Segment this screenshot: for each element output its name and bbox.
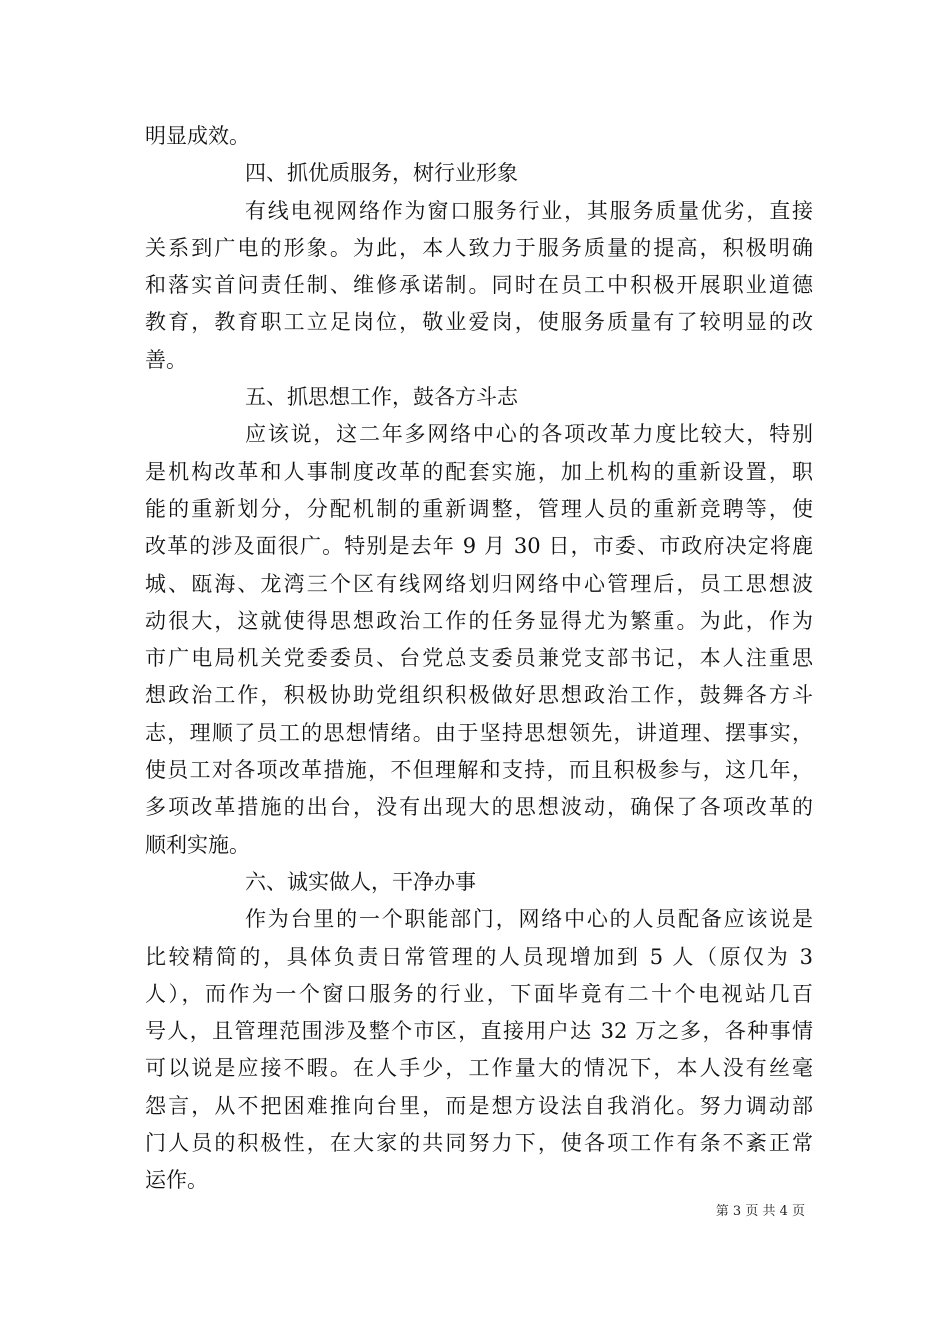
text-line: 改革的涉及面很广。特别是去年 9 月 30 日，市委、市政府决定将鹿 bbox=[145, 534, 813, 559]
text-line: 作为台里的一个职能部门，网络中心的人员配备应该说是 bbox=[245, 907, 813, 932]
section-heading-5: 五、抓思想工作，鼓各方斗志 bbox=[245, 385, 518, 410]
text-line: 可以说是应接不暇。在人手少，工作量大的情况下，本人没有丝毫 bbox=[145, 1056, 813, 1081]
text-line: 能的重新划分，分配机制的重新调整，管理人员的重新竞聘等，使 bbox=[145, 496, 813, 521]
text-line: 顺利实施。 bbox=[145, 832, 250, 857]
text-line: 使员工对各项改革措施，不但理解和支持，而且积极参与，这几年， bbox=[145, 758, 813, 783]
text-line: 应该说，这二年多网络中心的各项改革力度比较大，特别 bbox=[245, 422, 813, 447]
text-line: 号人，且管理范围涉及整个市区，直接用户达 32 万之多，各种事情 bbox=[145, 1019, 813, 1044]
text-line: 人），而作为一个窗口服务的行业，下面毕竟有二十个电视站几百 bbox=[145, 981, 813, 1006]
text-line: 多项改革措施的出台，没有出现大的思想波动，确保了各项改革的 bbox=[145, 795, 813, 820]
text-line: 关系到广电的形象。为此，本人致力于服务质量的提高，积极明确 bbox=[145, 235, 813, 260]
text-line: 怨言，从不把困难推向台里，而是想方设法自我消化。努力调动部 bbox=[145, 1093, 813, 1118]
text-line: 是机构改革和人事制度改革的配套实施，加上机构的重新设置，职 bbox=[145, 459, 813, 484]
text-line: 有线电视网络作为窗口服务行业，其服务质量优劣，直接 bbox=[245, 198, 813, 223]
text-line: 善。 bbox=[145, 347, 187, 372]
page-number: 第 3 页 共 4 页 bbox=[715, 1204, 805, 1219]
text-line: 想政治工作，积极协助党组织积极做好思想政治工作，鼓舞各方斗 bbox=[145, 683, 813, 708]
text-line: 教育，教育职工立足岗位，敬业爱岗，使服务质量有了较明显的改 bbox=[145, 310, 813, 335]
text-line: 动很大，这就使得思想政治工作的任务显得尤为繁重。为此，作为 bbox=[145, 608, 813, 633]
text-line: 和落实首问责任制、维修承诺制。同时在员工中积极开展职业道德 bbox=[145, 273, 813, 298]
text-line: 比较精简的，具体负责日常管理的人员现增加到 5 人（原仅为 3 bbox=[145, 944, 813, 969]
text-line: 市广电局机关党委委员、台党总支委员兼党支部书记，本人注重思 bbox=[145, 646, 813, 671]
text-line: 门人员的积极性，在大家的共同努力下，使各项工作有条不紊正常 bbox=[145, 1131, 813, 1156]
text-line: 志，理顺了员工的思想情绪。由于坚持思想领先，讲道理、摆事实， bbox=[145, 720, 813, 745]
section-heading-4: 四、抓优质服务，树行业形象 bbox=[245, 161, 518, 186]
section-heading-6: 六、诚实做人，干净办事 bbox=[245, 869, 476, 894]
text-line: 明显成效。 bbox=[145, 124, 250, 148]
text-line: 城、瓯海、龙湾三个区有线网络划归网络中心管理后，员工思想波 bbox=[145, 571, 813, 596]
text-line: 运作。 bbox=[145, 1168, 208, 1193]
body-text bbox=[145, 118, 813, 1200]
